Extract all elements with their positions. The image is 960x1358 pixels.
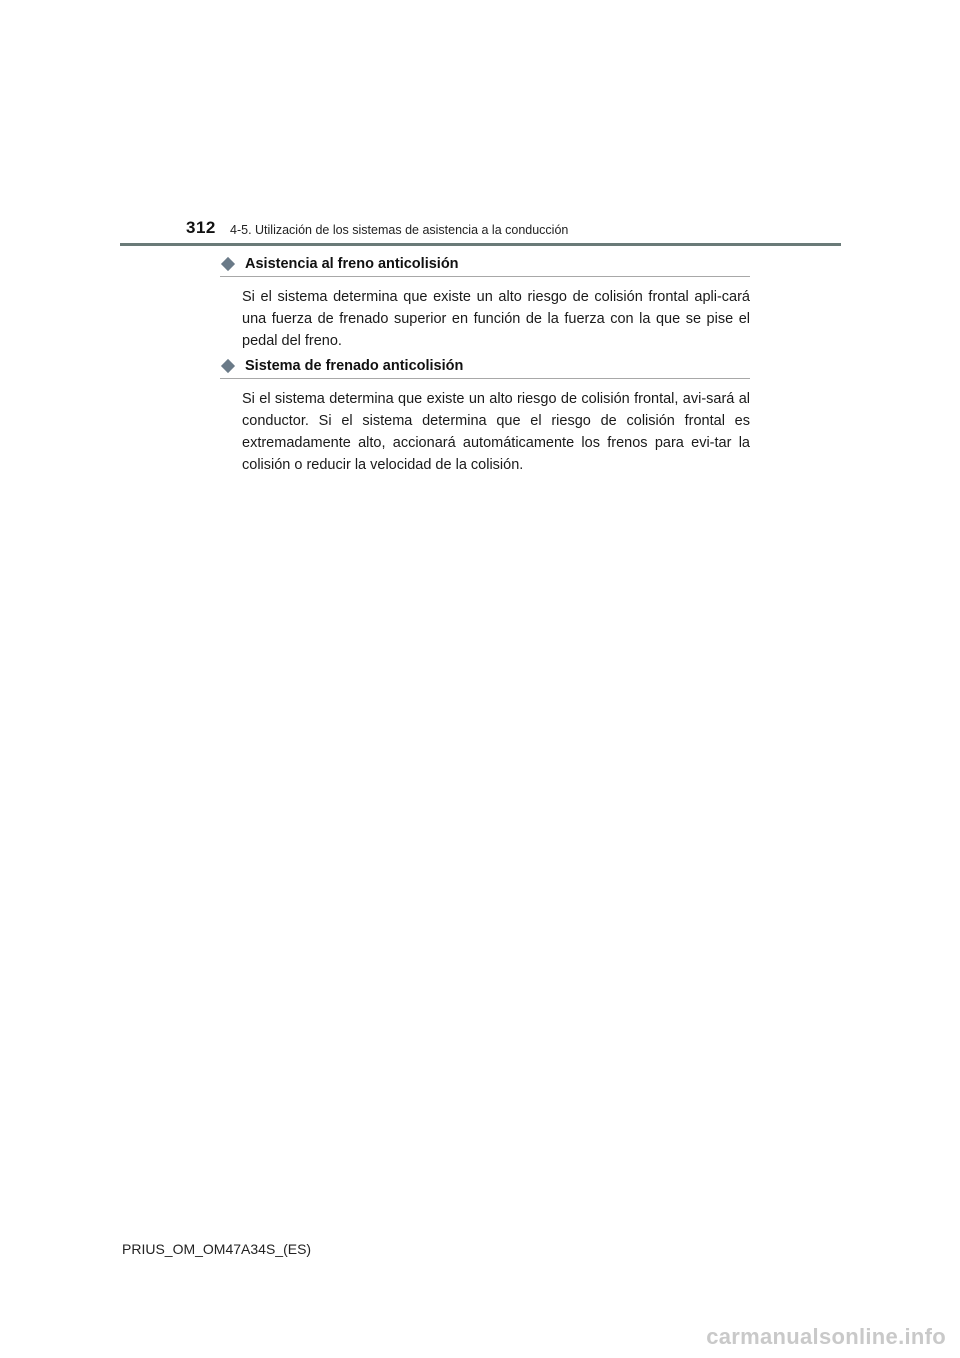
section-heading-text: Sistema de frenado anticolisión (245, 358, 464, 374)
page-number: 312 (186, 218, 216, 237)
section-body: Si el sistema determina que existe un alto riesgo de colisión frontal apli-cará una fuerza de frenado superior en función de la fuerza con la que se pise el pedal del freno. (242, 289, 750, 349)
footer-document-code: PRIUS_OM_OM47A34S_(ES) (122, 1241, 312, 1257)
section-heading (220, 355, 750, 379)
chapter-title: 4-5. Utilización de los sistemas de asistencia a la conducción (230, 223, 569, 237)
watermark: carmanualsonline.info (706, 1324, 946, 1349)
diamond-bullet-icon (221, 257, 235, 271)
section-frenado (220, 355, 750, 476)
section-asistencia (220, 253, 750, 352)
section-body: Si el sistema determina que existe un alto riesgo de colisión frontal, avi-sará al conductor. Si el sistema determina que el riesgo de colisión frontal es extremadamente alto, accionará automáticamente los frenos para evi-tar la colisión o reducir la velocidad de la colisión. (242, 391, 750, 473)
header-rule (120, 243, 841, 246)
section-heading-text: Asistencia al freno anticolisión (245, 256, 459, 272)
diamond-bullet-icon (221, 359, 235, 373)
section-heading (220, 253, 750, 277)
